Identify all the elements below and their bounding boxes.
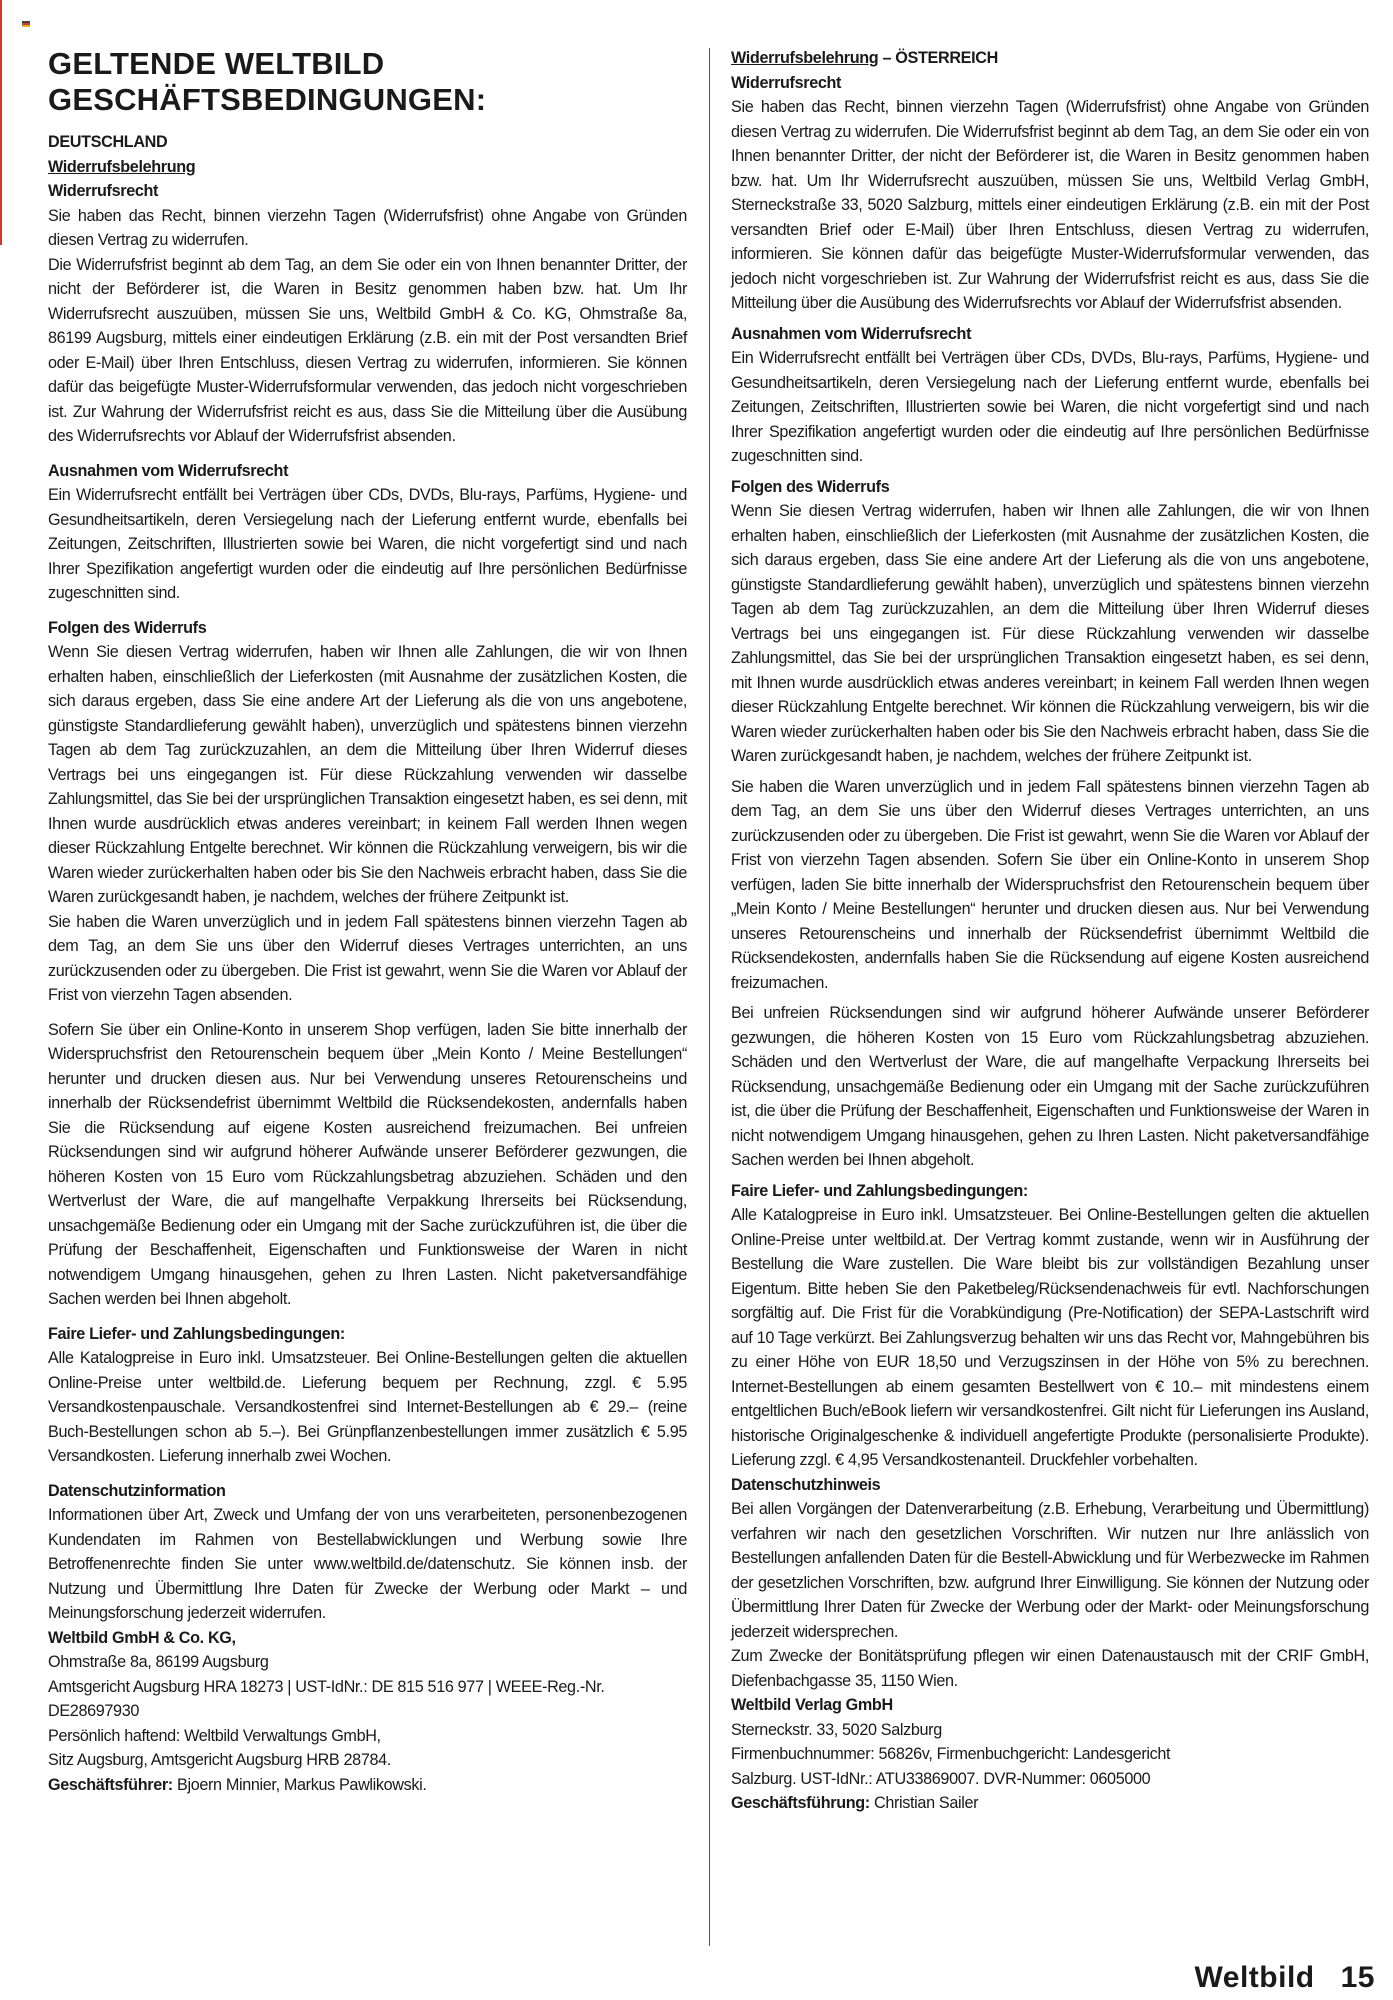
folgen-paragraph-1: Wenn Sie diesen Vertrag widerrufen, haben wir Ihnen alle Zahlungen, die wir von Ihnen erhalten haben, einschließlich der Lieferkosten (mit Ausnahme der zusätzlichen Kosten, die sich daraus ergeben, dass Sie eine andere Art der Lieferung als die von uns angebotene, günstigste Standardlieferung gewählt haben), unverzüglich und spätestens binnen vierzehn Tagen ab dem Tag zurückzuzahlen, an dem die Mitteilung über Ihren Widerruf dieses Vertrags bei uns eingegangen ist. Für diese Rückzahlung verwenden wir dasselbe Zahlungsmittel, das Sie bei der ursprünglichen Transaktion eingesetzt haben, es sei denn, mit Ihnen wurde ausdrücklich etwas anderes vereinbart; in keinem Fall werden Ihnen wegen dieser Rückzahlung Entgelte berechnet. Wir können die Rückzahlung verweigern, bis wir die Waren wieder zurückerhalten haben oder bis Sie den Nachweis erbracht haben, dass Sie die Waren zurückgesandt haben, je nachdem, welches der frühere Zeitpunkt ist. <box>48 643 687 906</box>
ausnahmen-paragraph: Ein Widerrufsrecht entfällt bei Verträgen über CDs, DVDs, Blu-rays, Parfüms, Hygiene- und Gesundheitsartikeln, deren Versiegelung nach der Lieferung entfernt wurde, ebenfalls bei Zeitungen, Zeitschriften, Illustrierten sowie bei Waren, die nicht vorgefertigt sind und nach Ihrer Spezifikation angefertigt wurden oder die eindeutig auf Ihre persönlichen Bedürfnisse zugeschnitten sind. <box>48 486 687 602</box>
austria-title-rest: – ÖSTERREICH <box>878 49 998 67</box>
ceo-line-at <box>731 1791 1369 1816</box>
liable-partner-2: Sitz Augsburg, Amtsgericht Augsburg HRB 28784. <box>48 1751 391 1769</box>
ceo-names: Bjoern Minnier, Markus Pawlikowski. <box>177 1775 427 1794</box>
liefer-paragraph: Alle Katalogpreise in Euro inkl. Umsatzsteuer. Bei Online-Bestellungen gelten die aktuellen Online-Preise unter weltbild.de. Lieferung bequem per Rechnung, zzgl. € 5.95 Versandkostenpauschale. Versandkostenfrei sind Internet-Bestellungen ab € 29.– (reine Buch-Bestellungen schon ab 5.–). Bei Grünpflanzenbestellungen immer zusätzlich € 5.95 Versandkosten. Lieferung innerhalb zwei Wochen. <box>48 1349 687 1465</box>
liefer-heading: Faire Liefer- und Zahlungsbedingungen: <box>48 1324 345 1343</box>
ceo-names-at: Christian Sailer <box>874 1794 979 1812</box>
folgen-heading-at: Folgen des Widerrufs <box>731 477 890 496</box>
widerrufsrecht-paragraph-at: Sie haben das Recht, binnen vierzehn Tagen (Widerrufsfrist) ohne Angabe von Gründen diesen Vertrag zu widerrufen. Die Widerrufsfrist beginnt ab dem Tag, an dem Sie oder ein von Ihnen benannter Dritter, der nicht der Beförderer ist, die Waren in Besitz genommen haben bzw. hat. Um Ihr Widerrufsrecht auszuüben, müssen Sie uns, Weltbild Verlag GmbH, Sterneckstraße 33, 5020 Salzburg, mittels einer eindeutigen Erklärung (z.B. ein mit der Post versandten Brief oder E-Mail) über Ihren Entschluss, diesen Vertrag zu widerrufen, informieren. Sie können dafür das beigefügte Muster-Widerrufsformular verwenden, das jedoch nicht vorgeschrieben ist. Zur Wahrung der Widerrufsfrist reicht es aus, dass Sie die Mitteilung über die Ausübung des Widerrufsrechts vor Ablauf der Widerrufsfrist absenden. <box>731 98 1369 312</box>
liefer-heading-at: Faire Liefer- und Zahlungsbedingungen: <box>731 1181 1028 1200</box>
folgen-paragraph-3: Sofern Sie über ein Online-Konto in unserem Shop verfügen, laden Sie bitte innerhalb der Widerspruchsfrist den Retourenschein bequem über „Mein Konto / Meine Bestellungen“ herunter und drucken diesen aus. Nur bei Verwendung unseres Retourenscheins und innerhalb der Rücksendefrist übernimmt Weltbild die Rücksendekosten, andernfalls haben Sie die Rücksendung auf eigene Kosten ausreichend freizumachen. Bei unfreien Rücksendungen sind wir aufgrund höherer Aufwände unserer Beförderer gezwungen, die höheren Kosten von 15 Euro vom Rückzahlungsbetrag abzuziehen. Schäden und den Wertverlust der Ware, die auf mangelhafte Verpakkung Ihrerseits bei Rücksendung, unsachgemäße Bedienung oder ein Umgang mit der Sache zurückzuführen ist, die über die Prüfung der Beschaffenheit, Eigenschaften und Funktionsweise der Waren in nicht notwendigem Umgang hinausgehen, gehen zu Ihren Lasten. Nicht paketversandfähige Sachen werden bei Ihnen abgeholt. <box>48 1020 687 1308</box>
folgen-paragraph-2: Sie haben die Waren unverzüglich und in jedem Fall spätestens binnen vierzehn Tagen ab dem Tag, an dem Sie uns über den Widerruf dieses Vertrages unterrichten, an uns zurückzusenden oder zu übergeben. Die Frist ist gewahrt, wenn Sie die Waren vor Ablauf der Frist von vierzehn Tagen absenden. <box>48 912 687 1004</box>
page-number: 15 <box>1340 1961 1375 1994</box>
widerrufsrecht-paragraph-1: Sie haben das Recht, binnen vierzehn Tagen (Widerrufsfrist) ohne Angabe von Gründen diesen Vertrag zu widerrufen. <box>48 206 687 249</box>
corner-mark <box>22 21 30 27</box>
company-registry: Amtsgericht Augsburg HRA 18273 | UST-IdNr.: DE 815 516 977 | WEEE-Reg.-Nr. DE28697930 <box>48 1677 605 1720</box>
ceo-label: Geschäftsführer: <box>48 1775 173 1794</box>
ausnahmen-paragraph-at: Ein Widerrufsrecht entfällt bei Verträgen über CDs, DVDs, Blu-rays, Parfüms, Hygiene- und Gesundheitsartikeln, deren Versiegelung nach der Lieferung entfernt wurde, ebenfalls bei Zeitungen, Zeitschriften, Illustrierten sowie bei Waren, die nicht vorgefertigt sind und nach Ihrer Spezifikation angefertigt wurden oder die eindeutig auf Ihre persönlichen Bedürfnisse zugeschnitten sind. <box>731 349 1369 465</box>
datenschutz-heading-at: Datenschutzhinweis <box>731 1475 881 1494</box>
datenschutz-heading: Datenschutzinformation <box>48 1481 226 1500</box>
ausnahmen-heading: Ausnahmen vom Widerrufsrecht <box>48 461 289 480</box>
page-edge-accent <box>0 0 6 245</box>
company-registry-at-2: Salzburg. UST-IdNr.: ATU33869007. DVR-Nummer: 0605000 <box>731 1769 1151 1788</box>
company-address-at: Sterneckstr. 33, 5020 Salzburg <box>731 1720 942 1739</box>
widerrufsrecht-paragraph-2: Die Widerrufsfrist beginnt ab dem Tag, an dem Sie oder ein von Ihnen benannter Dritter, der nicht der Beförderer ist, die Waren in Besitz genommen haben bzw. hat. Um Ihr Widerrufsrecht auszuüben, müssen Sie uns, Weltbild GmbH & Co. KG, Ohmstraße 8a, 86199 Augsburg, mittels einer eindeutigen Erklärung (z.B. ein mit der Post versandten Brief oder E-Mail) über Ihren Entschluss, diesen Vertrag zu widerrufen, informieren. Sie können dafür das beigefügte Muster-Widerrufsformular verwenden, das jedoch nicht vorgeschrieben ist. Zur Wahrung der Widerrufsfrist reicht es aus, dass Sie die Mitteilung über die Ausübung des Widerrufsrechts vor Ablauf der Widerrufsfrist absenden. <box>48 255 687 445</box>
country-heading: DEUTSCHLAND <box>48 133 168 151</box>
ceo-line <box>48 1773 687 1798</box>
page-footer <box>1195 1961 1375 1995</box>
section-title: Widerrufsbelehrung <box>48 157 196 176</box>
company-name: Weltbild GmbH & Co. KG, <box>48 1628 236 1647</box>
company-registry-at-1: Firmenbuchnummer: 56826v, Firmenbuchgericht: Landesgericht <box>731 1745 1171 1763</box>
company-name-at: Weltbild Verlag GmbH <box>731 1696 893 1714</box>
folgen-paragraph-at-1: Wenn Sie diesen Vertrag widerrufen, haben wir Ihnen alle Zahlungen, die wir von Ihnen erhalten haben, einschließlich der Lieferkosten (mit Ausnahme der zusätzlichen Kosten, die sich daraus ergeben, dass Sie eine andere Art der Lieferung als die von uns angebotene, günstigste Standardlieferung gewählt haben), unverzüglich und spätestens binnen vierzehn Tagen ab dem Tag zurückzuzahlen, an dem die Mitteilung über Ihren Widerruf dieses Vertrags bei uns eingegangen ist. Für diese Rückzahlung verwenden wir dasselbe Zahlungsmittel, das Sie bei der ursprünglichen Transaktion eingesetzt haben, es sei denn, mit Ihnen wurde ausdrücklich etwas anderes vereinbart; in keinem Fall werden Ihnen wegen dieser Rückzahlung Entgelte berechnet. Wir können die Rückzahlung verweigern, bis wir die Waren wieder zurückerhalten haben oder bis Sie den Nachweis erbracht haben, dass Sie die Waren zurückgesandt haben, je nachdem, welches der frühere Zeitpunkt ist. <box>731 502 1369 765</box>
page-title: GELTENDE WELTBILD GESCHÄFTSBEDINGUNGEN: <box>48 46 487 117</box>
liable-partner-1: Persönlich haftend: Weltbild Verwaltungs GmbH, <box>48 1726 381 1745</box>
brand-name: Weltbild <box>1194 1961 1315 1994</box>
folgen-paragraph-at-3: Bei unfreien Rücksendungen sind wir aufgrund höherer Aufwände unserer Beförderer gezwungen, die höheren Kosten von 15 Euro vom Rückzahlungsbetrag abzuziehen. Schäden und den Wertverlust der Ware, die auf mangelhafte Verpackung Ihrerseits bei Rücksendung, unsachgemäße Bedienung oder ein Umgang mit der Sache zurückzuführen ist, die über die Prüfung der Beschaffenheit, Eigenschaften und Funktionsweise der Waren in nicht notwendigem Umgang hinausgehen, gehen zu Ihren Lasten. Nicht paketversandfähige Sachen werden bei Ihnen abgeholt. <box>731 1004 1369 1169</box>
widerrufsrecht-heading-at: Widerrufsrecht <box>731 73 842 92</box>
widerrufsrecht-heading: Widerrufsrecht <box>48 182 159 200</box>
datenschutz-paragraph: Informationen über Art, Zweck und Umfang der von uns verarbeiteten, personenbezogenen Kundendaten im Rahmen von Bestellabwicklungen und Werbung sowie Ihre Betroffenenrechte finden Sie unter www.weltbild.de/datenschutz. Sie können insb. der Nutzung und Übermittlung Ihre Daten für Zwecke der Werbung oder Markt – und Meinungsforschung jederzeit widerrufen. <box>48 1506 687 1622</box>
ausnahmen-heading-at: Ausnahmen vom Widerrufsrecht <box>731 324 972 343</box>
austria-title-underlined: Widerrufsbelehrung <box>731 49 879 67</box>
datenschutz-paragraph-at-2: Zum Zwecke der Bonitätsprüfung pflegen wir einen Datenaustausch mit der CRIF GmbH, Diefenbachgasse 35, 1150 Wien. <box>731 1647 1369 1690</box>
folgen-heading: Folgen des Widerrufs <box>48 618 207 637</box>
company-address: Ohmstraße 8a, 86199 Augsburg <box>48 1653 269 1671</box>
liefer-paragraph-at: Alle Katalogpreise in Euro inkl. Umsatzsteuer. Bei Online-Bestellungen gelten die aktuellen Online-Preise unter weltbild.at. Der Vertrag kommt zustande, wenn wir in Ausführung der Bestellung die Ware zustellen. Die Ware bleibt bis zur vollständigen Bezahlung unser Eigentum. Bitte heben Sie den Paketbeleg/Rücksendenachweis für evtl. Nachforschungen sorgfältig auf. Die Frist für die Vorabkündigung (Pre-Notification) der SEPA-Lastschrift wird auf 10 Tage verkürzt. Bei Zahlungsverzug behalten wir uns das Recht vor, Mahngebühren bis zu einer Höhe von EUR 18,50 und Verzugszinsen in der Höhe von 5% zu berechnen. Internet-Bestellungen ab einem gesamten Bestellwert von € 10.– mit mindestens einem entgeltlichen Buch/eBook liefern wir versandkostenfrei. Gilt nicht für Lieferungen ins Ausland, historische Originalgeschenke & individuell angefertigte Produkte (personalisierte Produkte). Lieferung zzgl. € 4,95 Versandkostenanteil. Druckfehler vorbehalten. <box>731 1206 1369 1469</box>
datenschutz-paragraph-at-1: Bei allen Vorgängen der Datenverarbeitung (z.B. Erhebung, Verarbeitung und Übermittlung) verfahren wir nach den gesetzlichen Vorschriften. Wir nutzen nur Ihre anlässlich von Bestellungen anfallenden Daten für die Bestell-Abwicklung und für Werbezwecke im Rahmen der gesetzlichen Vorschriften, bzw. aufgrund Ihrer Einwilligung. Sie können der Nutzung oder Übermittlung Ihrer Daten für Zwecke der Werbung oder der Markt- oder Meinungsforschung jederzeit widersprechen. <box>731 1500 1369 1641</box>
austria-title <box>731 46 1369 71</box>
folgen-paragraph-at-2: Sie haben die Waren unverzüglich und in jedem Fall spätestens binnen vierzehn Tagen ab dem Tag, an dem Sie uns über den Widerruf dieses Vertrages unterrichten, an uns zurückzusenden oder zu übergeben. Die Frist ist gewahrt, wenn Sie die Waren vor Ablauf der Frist von vierzehn Tagen absenden. Sofern Sie über ein Online-Konto in unserem Shop verfügen, laden Sie bitte innerhalb der Widerspruchsfrist den Retourenschein bequem über „Mein Konto / Meine Bestellungen“ herunter und drucken diesen aus. Nur bei Verwendung unseres Retourenscheins und innerhalb der Rücksendefrist übernimmt Weltbild die Rücksendekosten, andernfalls haben Sie die Rücksendung auf eigene Kosten ausreichend freizumachen. <box>731 777 1369 992</box>
column-divider <box>709 48 710 1946</box>
ceo-label-at: Geschäftsführung: <box>731 1794 870 1812</box>
column-austria <box>731 46 1369 1816</box>
column-germany <box>48 46 687 1797</box>
